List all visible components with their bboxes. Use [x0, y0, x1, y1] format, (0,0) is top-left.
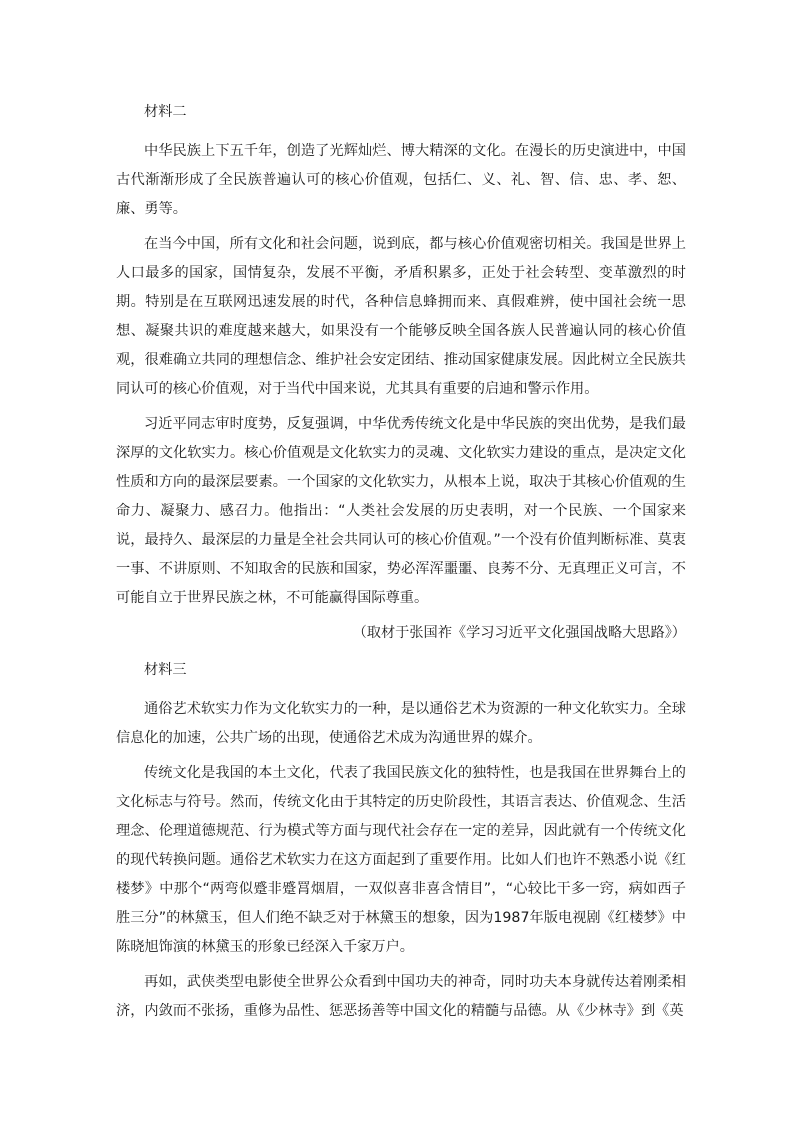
paragraph: 再如，武侠类型电影使全世界公众看到中国功夫的神奇，同时功夫本身就传达着刚柔相济，内敛而不张扬，重修为品性、惩恶扬善等中国文化的精髓与品德。从《少林寺》到《英 — [116, 974, 686, 1019]
material-two-section — [116, 98, 686, 648]
material-three-section — [116, 656, 686, 1026]
paragraph: 习近平同志审时度势，反复强调，中华优秀传统文化是中华民族的突出优势，是我们最深厚的文化软实力。核心价值观是文化软实力的灵魂、文化软实力建设的重点，是决定文化性质和方向的最深层要素。一个国家的文化软实力，从根本上说，取决于其核心价值观的生命力、凝聚力、感召力。他指出：“人类社会发展的历史表明，对一个民族、一个国家来说，最持久、最深层的力量是全社会共同认可的核心价值观。”一个没有价值判断标准、莫衷一事、不讲原则、不知取舍的民族和国家，势必浑浑噩噩、良莠不分、无真理正义可言，不可能自立于世界民族之林，不可能赢得国际尊重。 — [116, 416, 686, 606]
paragraph: 在当今中国，所有文化和社会问题，说到底，都与核心价值观密切相关。我国是世界上人口最多的国家，国情复杂，发展不平衡，矛盾积累多，正处于社会转型、变革激烈的时期。特别是在互联网迅速发展的时代，各种信息蜂拥而来、真假难辨，使中国社会统一思想、凝聚共识的难度越来越大，如果没有一个能够反映全国各族人民普遍认同的核心价值观，很难确立共同的理想信念、维护社会安定团结、推动国家健康发展。因此树立全民族共同认可的核心价值观，对于当代中国来说，尤其具有重要的启迪和警示作用。 — [116, 236, 686, 397]
paragraph: 通俗艺术软实力作为文化软实力的一种，是以通俗艺术为资源的一种文化软实力。全球信息化的加速，公共广场的出现，使通俗艺术成为沟通世界的媒介。 — [116, 701, 686, 746]
document-page — [116, 98, 686, 1032]
source-citation: （取材于张国祚《学习习近平文化强国战略大思路》） — [352, 625, 686, 641]
paragraph: 传统文化是我国的本土文化，代表了我国民族文化的独特性，也是我国在世界舞台上的文化标志与符号。然而，传统文化由于其特定的历史阶段性，其语言表达、价值观念、生活理念、伦理道德规范、行为模式等方面与现代社会存在一定的差异，因此就有一个传统文化的现代转换问题。通俗艺术软实力在这方面起到了重要作用。比如人们也许不熟悉小说《红楼梦》中那个“两弯似蹙非蹙罥烟眉，一双似喜非喜含情目”，“心较比干多一窍，病如西子胜三分”的林黛玉，但人们绝不缺乏对于林黛玉的想象，因为1987年版电视剧《红楼梦》中陈晓旭饰演的林黛玉的形象已经深入千家万户。 — [116, 765, 686, 955]
section-title-material-three: 材料三 — [144, 662, 187, 678]
section-title-material-two: 材料二 — [144, 104, 187, 120]
paragraph: 中华民族上下五千年，创造了光辉灿烂、博大精深的文化。在漫长的历史演进中，中国古代渐渐形成了全民族普遍认可的核心价值观，包括仁、义、礼、智、信、忠、孝、恕、廉、勇等。 — [116, 143, 686, 217]
